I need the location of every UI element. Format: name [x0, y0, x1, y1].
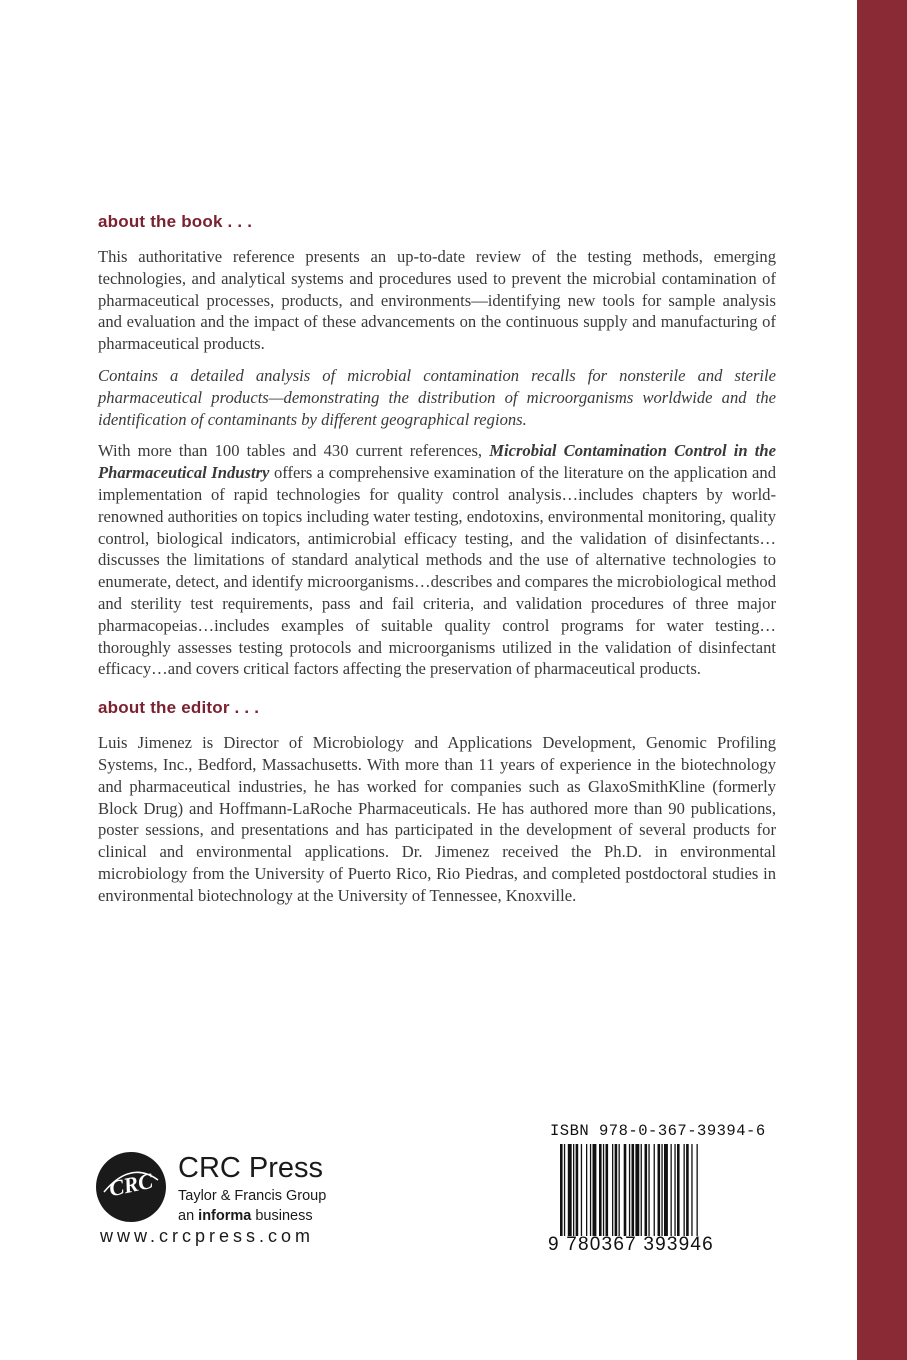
isbn-number: ISBN 978-0-367-39394-6 — [550, 1122, 766, 1140]
crc-logo-icon — [96, 1152, 166, 1222]
barcode — [548, 1122, 766, 1255]
about-book-paragraph-2: Contains a detailed analysis of microbial contamination recalls for nonsterile and sterile pharmaceutical products—demonstrating the distribution of microorganisms worldwide and the identification of contaminants by different geographical regions. — [98, 365, 776, 429]
spine-band — [857, 0, 907, 1360]
about-editor-heading: about the editor . . . — [98, 698, 260, 718]
about-book-heading: about the book . . . — [98, 212, 253, 231]
publisher-group: Taylor & Francis Group — [178, 1188, 327, 1204]
publisher-website: www.crcpress.com — [100, 1226, 315, 1246]
paragraph-3-rest: offers a comprehensive examination of the literature on the application and implementation of rapid technologies for quality control analysis…includes chapters by world-renowned authorities on topics including water testing, endotoxins, environmental monitoring, quality control, biological indicators, antimicrobial efficacy testing, and the validation of disinfectants…discusses the limitations of standard analytical methods and the use of alternative technologies to enumerate, detect, and identify microorganisms…describes and compares the microbiological method and sterility test requirements, pass and fail criteria, and validation procedures of three major pharmacopeias…includes examples of suitable quality control programs for water testing…thoroughly assesses testing protocols and microorganisms utilized in the validation of disinfectant efficacy…and covers critical factors affecting the preservation of pharmaceutical products. — [98, 463, 777, 679]
business-suffix: business — [251, 1208, 313, 1224]
about-book-paragraph-1: This authoritative reference presents an up-to-date review of the testing methods, emerging technologies, and analytical systems and procedures used to prevent the microbial contamination of pharmaceutical processes, products, and environments—identifying new tools for sample analysis and evaluation and the impact of these advancements on the continuous supply and manufacturing of pharmaceutical products. — [98, 247, 776, 354]
paragraph-3-intro: With more than 100 tables and 430 current references, — [98, 441, 490, 461]
crc-logo-text: CRC — [106, 1167, 156, 1202]
business-bold: informa — [198, 1208, 252, 1224]
back-cover-text — [98, 212, 776, 917]
ean-digits: 9 780367 393946 — [548, 1234, 714, 1255]
about-book-paragraph-3 — [98, 440, 776, 680]
publisher-name: CRC Press — [178, 1152, 324, 1184]
publisher-business — [178, 1208, 313, 1224]
about-editor-paragraph: Luis Jimenez is Director of Microbiology and Applications Development, Genomic Profiling Systems, Inc., Bedford, Massachusetts. With more than 11 years of experience in the biotechnology and pharmaceutical industries, he has worked for companies such as GlaxoSmithKline (formerly Block Drug) and Hoffmann-LaRoche Pharmaceuticals. He has authored more than 90 publications, poster sessions, and presentations and has participated in the development of several products for clinical and environmental applications. Dr. Jimenez received the Ph.D. in environmental microbiology from the University of Puerto Rico, Rio Piedras, and completed postdoctoral studies in environmental biotechnology at the University of Tennessee, Knoxville. — [98, 733, 776, 905]
business-prefix: an — [178, 1208, 199, 1224]
barcode-bars-icon — [548, 1144, 758, 1236]
book-title: Microbial Contamination Control in the Pharmaceutical Industry — [98, 441, 776, 483]
